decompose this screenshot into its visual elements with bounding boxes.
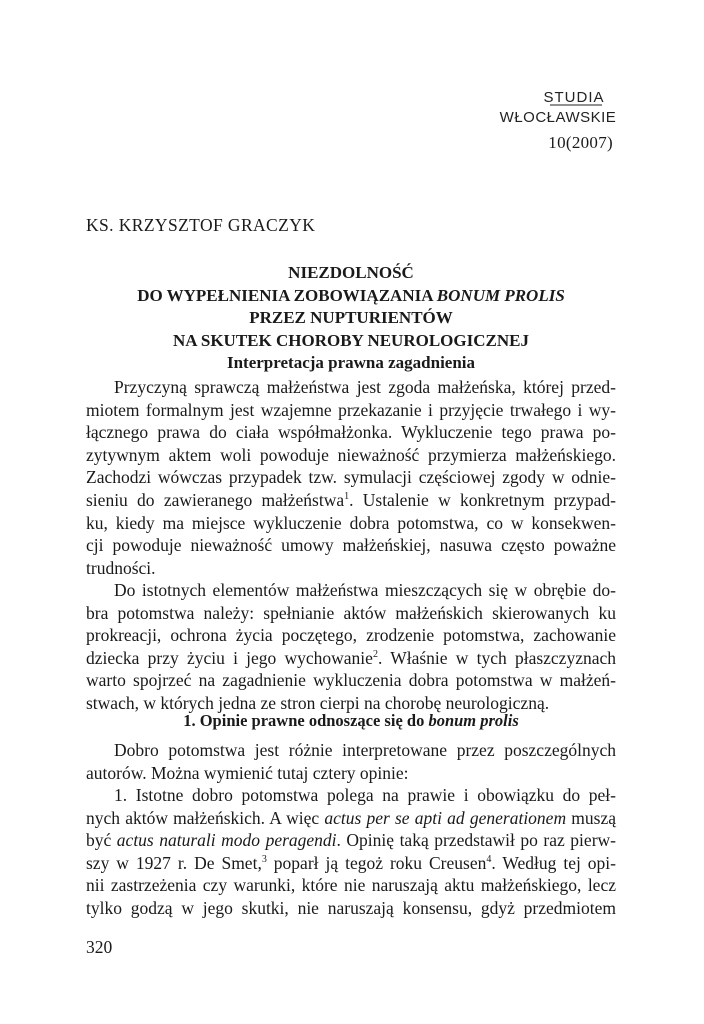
article-title: [86, 262, 616, 375]
logo-line2: WŁOCŁAWSKIE: [499, 109, 617, 126]
title-text: DO WYPEŁNIENIA ZOBOWIĄZANIA: [137, 285, 437, 305]
text-line: [86, 829, 616, 852]
text-run: szy w 1927 r. De Smet,: [86, 852, 262, 873]
text-run: sieniu do zawieranego małżeństwa: [86, 489, 345, 510]
text-line: [86, 647, 616, 670]
paragraph-1: [86, 376, 616, 579]
title-line: PRZEZ NUPTURIENTÓW: [249, 308, 453, 328]
article-author: KS. KRZYSZTOF GRACZYK: [86, 215, 316, 235]
section-heading: [86, 711, 616, 731]
volume-number: 10(2007): [548, 133, 613, 152]
section-heading-text: 1. Opinie prawne odnoszące się do: [183, 711, 429, 730]
text-run: . Opinię taką przedstawił po raz pierw-: [336, 830, 616, 851]
latin-phrase: actus per se apti ad generationem: [324, 807, 567, 828]
title-line: NA SKUTEK CHOROBY NEUROLOGICZNEJ: [173, 330, 529, 350]
text-line: [86, 852, 616, 875]
text-line: łącznego prawa do ciała współmałżonka. Wykluczenie tego prawa po-: [86, 422, 616, 443]
text-run: muszą: [566, 807, 616, 828]
text-line: bra potomstwa należy: spełnianie aktów małżeńskich skierowanych ku: [86, 602, 616, 623]
text-run: . Według tej opi-: [491, 852, 616, 873]
text-line: Przyczyną sprawczą małżeństwa jest zgoda małżeńska, której przed-: [114, 377, 616, 397]
paragraph-2: [86, 579, 616, 715]
text-run: nych aktów małżeńskich. A więc: [86, 807, 325, 828]
text-line: miotem formalnym jest wzajemne przekazanie i przyjęcie trwałego i wy-: [86, 399, 616, 420]
paragraph-4: [86, 784, 616, 920]
text-line: autorów. Można wymienić tutaj cztery opinie:: [86, 762, 409, 783]
text-run: . Ustalenie w konkretnym przypad-: [349, 489, 617, 510]
journal-logo-graphic: [498, 86, 618, 126]
footnote-ref: 4: [486, 853, 492, 865]
journal-logo: [498, 86, 618, 126]
text-run: dziecka przy życiu i jego wychowanie: [86, 647, 373, 668]
text-line: Do istotnych elementów małżeństwa mieszczących się w obrębie do-: [114, 580, 616, 600]
text-run: być: [86, 830, 117, 851]
text-line: trudności.: [86, 557, 156, 578]
title-italic: BONUM PROLIS: [436, 285, 565, 305]
title-line: [86, 285, 616, 308]
text-line: Dobro potomstwa jest różnie interpretowane przez poszczególnych: [114, 740, 616, 760]
text-line: stwach, w których jedna ze stron cierpi na chorobę neurologiczną.: [86, 692, 550, 713]
text-run: poparł ją tegoż roku Creusen: [266, 852, 487, 873]
text-line: warto spojrzeć na zagadnienie wykluczenia dobra potomstwa w małżeń-: [86, 670, 616, 691]
page-number: 320: [86, 937, 113, 957]
text-line: 1. Istotne dobro potomstwa polega na prawie i obowiązku do peł-: [114, 785, 616, 805]
text-line: [86, 489, 616, 512]
text-line: cji powoduje nieważność umowy małżeńskiej, nasuwa często poważne: [86, 535, 616, 556]
latin-phrase: actus naturali modo peragendi: [116, 830, 337, 851]
article-subtitle: Interpretacja prawna zagadnienia: [226, 353, 476, 373]
text-run: . Właśnie w tych płaszczyznach: [377, 647, 616, 668]
logo-line1: STUDIA: [543, 89, 605, 106]
text-line: nii zastrzeżenia czy warunki, które nie naruszają aktu małżeńskiego, lecz: [86, 875, 616, 896]
footnote-ref: 1: [344, 491, 350, 503]
footnote-ref: 2: [372, 648, 378, 660]
paragraph-3: [86, 739, 616, 784]
text-line: ku, kiedy ma miejsce wykluczenie dobra potomstwa, co w konsekwen-: [86, 512, 616, 533]
section-heading-italic: bonum prolis: [428, 711, 519, 730]
text-line: Zachodzi wówczas przypadek tzw. symulacji częściowej zgody w odnie-: [86, 467, 616, 488]
text-line: tylko godzą w jego skutki, nie naruszają konsensu, gdyż przedmiotem: [86, 897, 616, 918]
text-line: prokreacji, ochrona życia poczętego, zrodzenie potomstwa, zachowanie: [86, 625, 616, 646]
text-line: [86, 807, 616, 830]
title-line: NIEZDOLNOŚĆ: [288, 263, 414, 282]
footnote-ref: 3: [261, 853, 267, 865]
text-line: zytywnym aktem woli powoduje nieważność przymierza małżeńskiego.: [86, 444, 616, 465]
